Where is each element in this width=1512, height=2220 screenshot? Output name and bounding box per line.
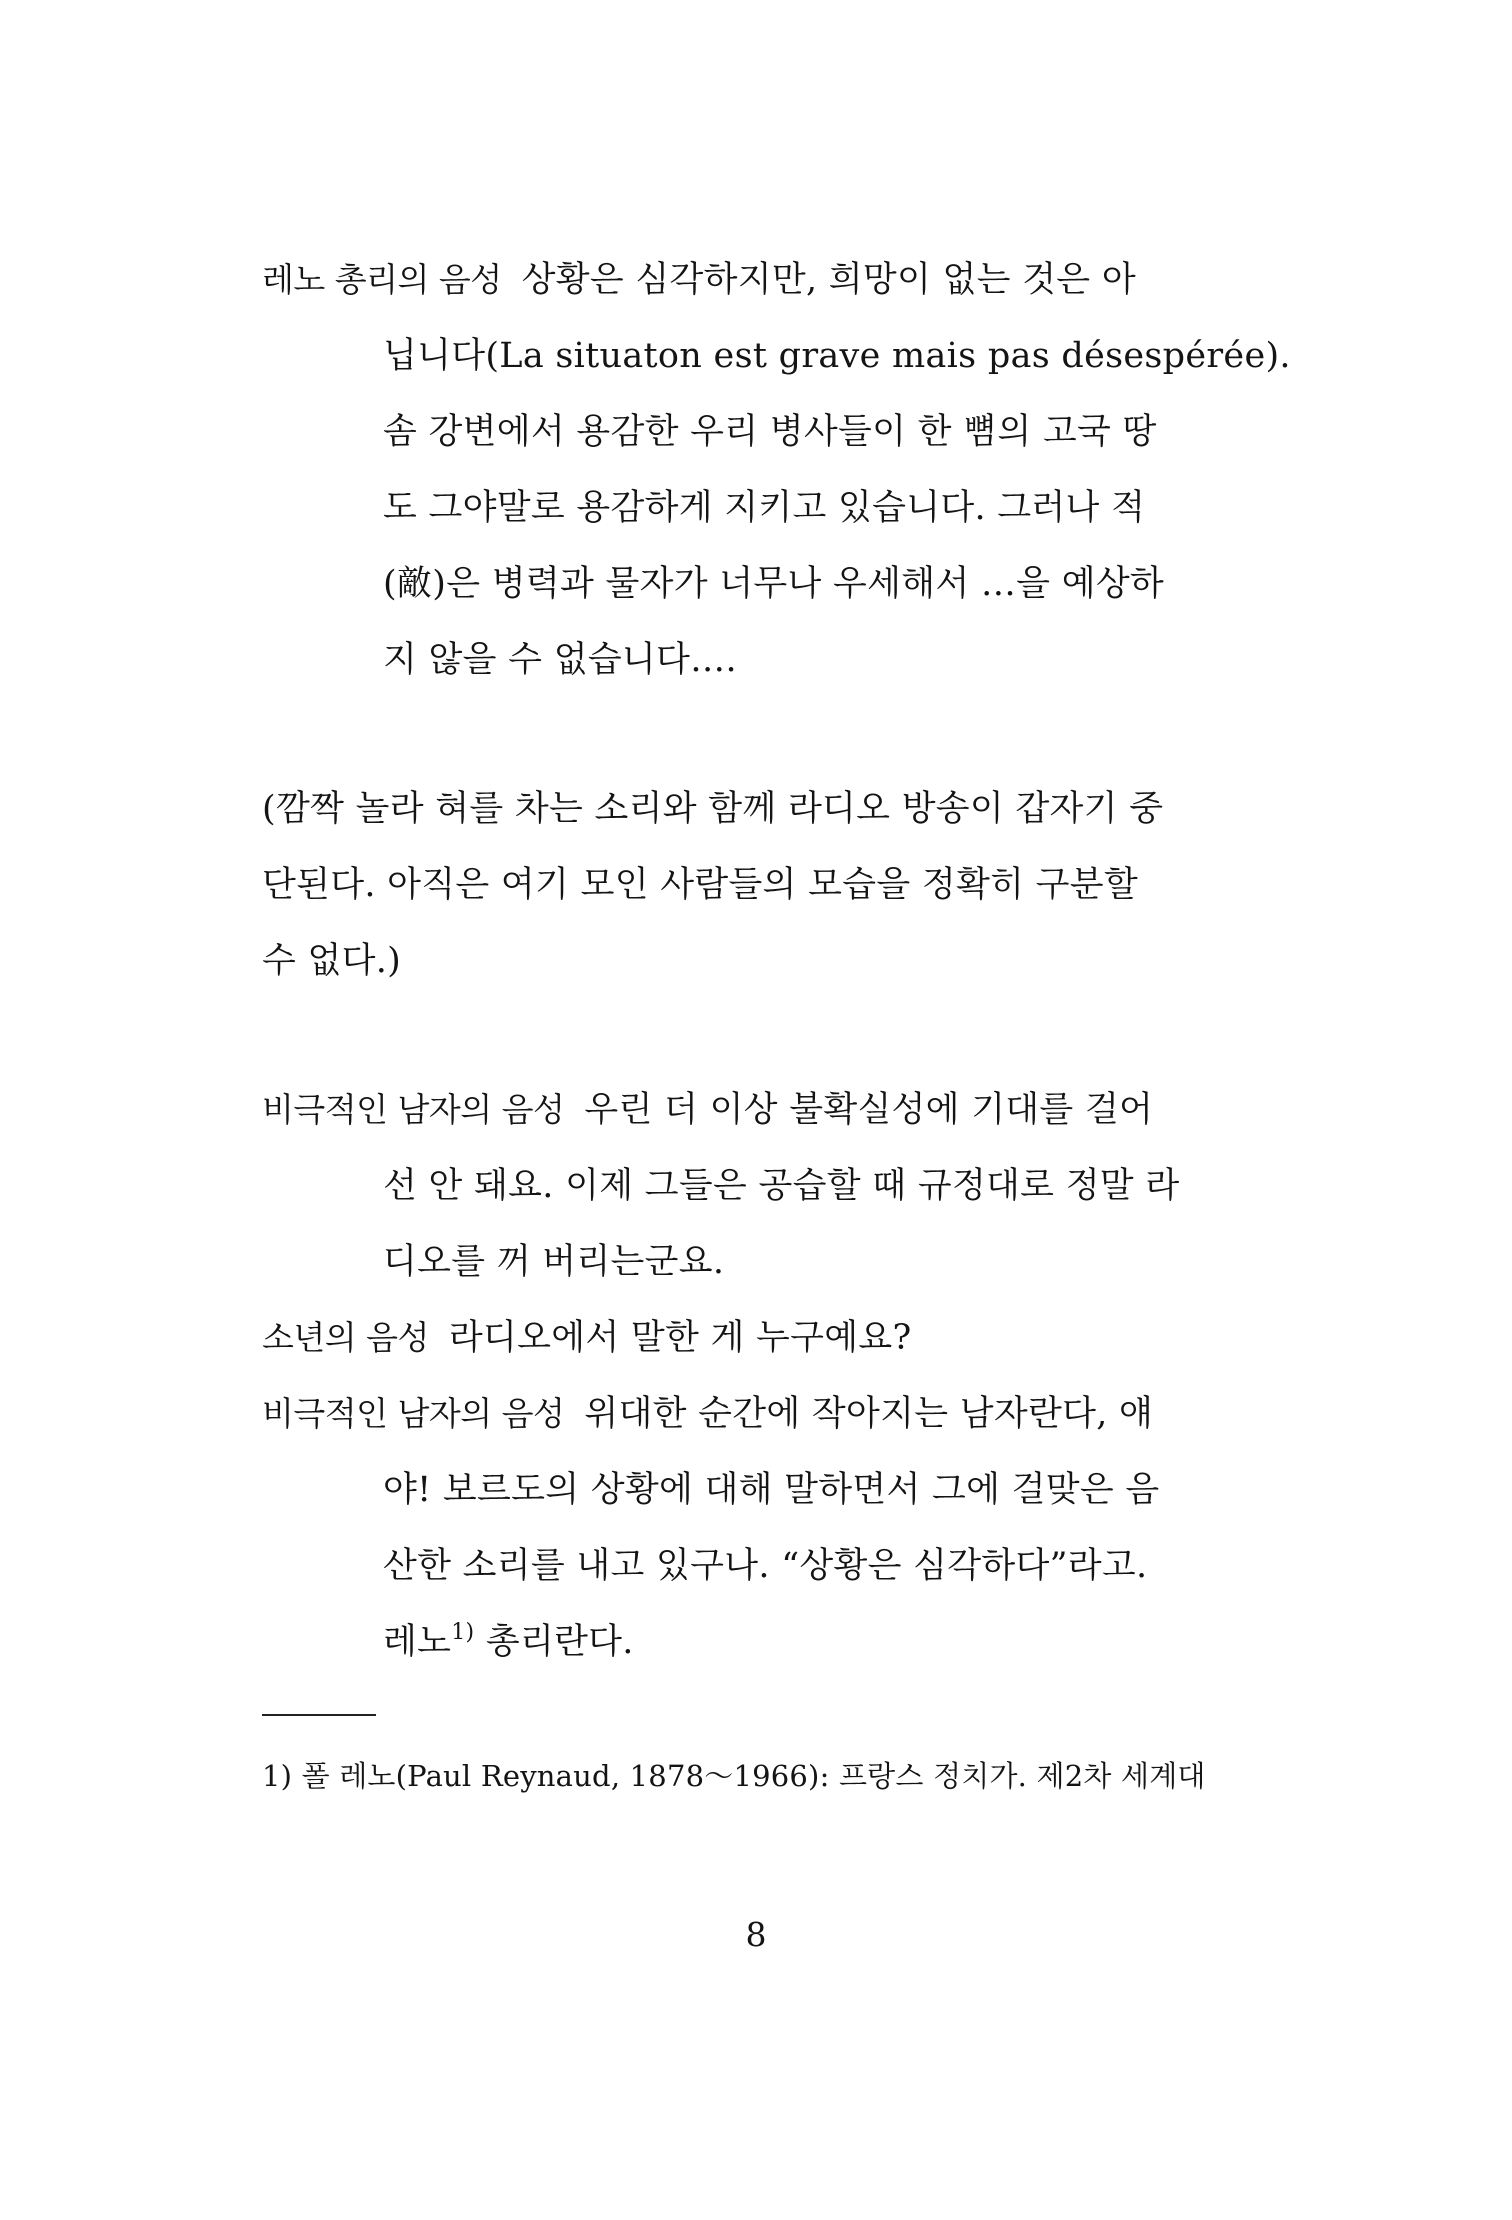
dialogue-line: [262, 1313, 912, 1363]
dialogue-text: 상황은 심각하지만, 희망이 없는 것은 아: [521, 260, 1136, 300]
dialogue-line: 도 그야말로 용감하게 지키고 있습니다. 그러나 적: [383, 488, 1146, 528]
dialogue-line: 선 안 돼요. 이제 그들은 공습할 때 규정대로 정말 라: [383, 1166, 1180, 1206]
dialogue-line: [262, 1085, 1153, 1135]
dialogue-line: [262, 255, 1136, 305]
footnote-reference[interactable]: 1): [451, 1620, 475, 1645]
dialogue-text: 레노: [383, 1622, 452, 1662]
dialogue-line: [262, 1389, 1153, 1439]
stage-direction-line: 수 없다.): [262, 941, 402, 981]
footnote-divider: [262, 1714, 376, 1716]
speaker-name: 소년의 음성: [262, 1318, 429, 1357]
dialogue-text: 라디오에서 말한 게 누구예요?: [448, 1318, 912, 1358]
dialogue-text: 우린 더 이상 불확실성에 기대를 걸어: [584, 1090, 1154, 1130]
footnote: 1) 폴 레노(Paul Reynaud, 1878～1966): 프랑스 정치가. 제2차 세계대: [262, 1759, 1206, 1793]
dialogue-text: 총리란다.: [474, 1622, 634, 1662]
dialogue-line: 솜 강변에서 용감한 우리 병사들이 한 뼘의 고국 땅: [383, 412, 1157, 452]
speaker-name: 비극적인 남자의 음성: [262, 1394, 565, 1433]
dialogue-line: 디오를 꺼 버리는군요.: [383, 1242, 725, 1282]
dialogue-line: [383, 1617, 634, 1667]
page-number: 8: [745, 1915, 767, 1954]
dialogue-line: 지 않을 수 없습니다….: [383, 640, 737, 680]
stage-direction-line: (깜짝 놀라 혀를 차는 소리와 함께 라디오 방송이 갑자기 중: [262, 789, 1164, 829]
dialogue-text: 위대한 순간에 작아지는 남자란다, 얘: [584, 1394, 1154, 1434]
speaker-name: 비극적인 남자의 음성: [262, 1090, 565, 1129]
dialogue-line: 산한 소리를 내고 있구나. “상황은 심각하다”라고.: [383, 1546, 1148, 1586]
dialogue-line: (敵)은 병력과 물자가 너무나 우세해서 …을 예상하: [383, 564, 1165, 604]
speaker-name: 레노 총리의 음성: [262, 260, 502, 299]
dialogue-line: 야! 보르도의 상황에 대해 말하면서 그에 걸맞은 음: [383, 1470, 1160, 1510]
dialogue-line: 닙니다(La situaton est grave mais pas désespérée).: [383, 336, 1291, 376]
stage-direction-line: 단된다. 아직은 여기 모인 사람들의 모습을 정확히 구분할: [262, 865, 1138, 905]
